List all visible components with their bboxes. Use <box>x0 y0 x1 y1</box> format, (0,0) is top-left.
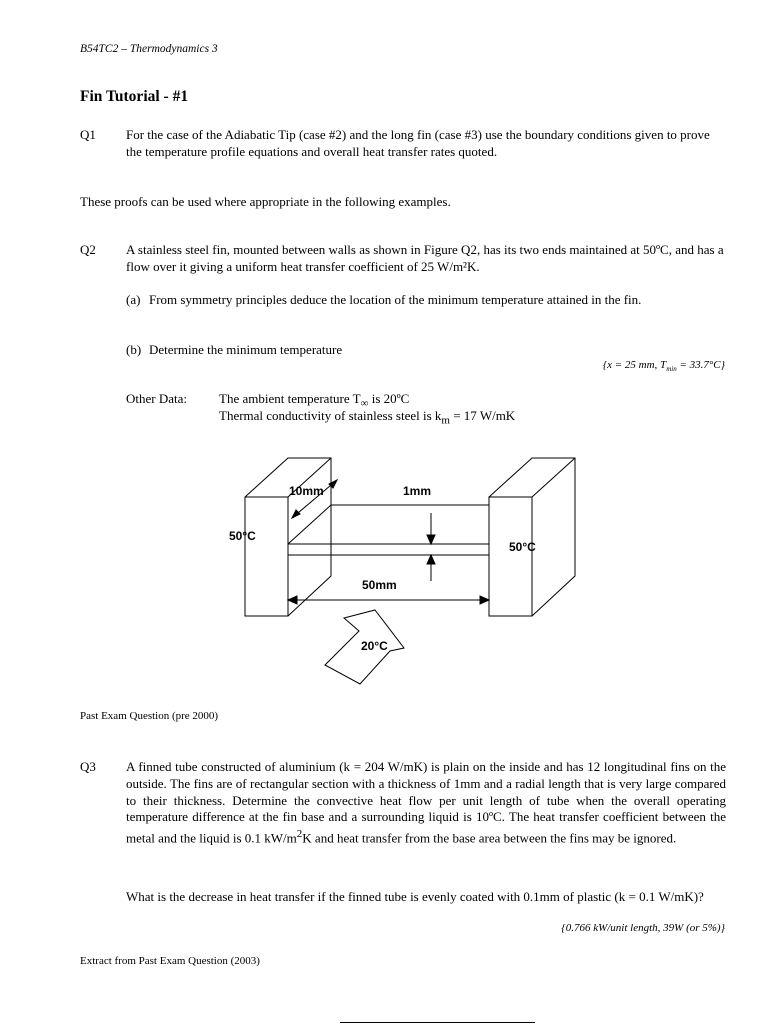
q2a-text: From symmetry principles deduce the location of the minimum temperature attained in the fin. <box>149 292 642 307</box>
label-depth: 10mm <box>289 484 324 498</box>
right-wall <box>489 458 575 616</box>
label-right-temp: 50°C <box>509 540 536 554</box>
other-data-conductivity: Thermal conductivity of stainless steel is $k_m = 17$ W/mK <box>219 408 516 427</box>
intro-text: These proofs can be used where appropriate in the following examples. <box>80 194 451 209</box>
q2b-text: Determine the minimum temperature <box>149 342 343 357</box>
label-flow: 20°C <box>361 639 388 653</box>
figure-q2 <box>0 440 768 700</box>
q2b-label: (b) <box>126 342 142 357</box>
q1-number: Q1 <box>80 127 96 142</box>
label-thickness: 1mm <box>403 484 432 498</box>
other-data-ambient: The ambient temperature $T_\infty$ is 20ºC <box>219 391 410 410</box>
q2-text: A stainless steel fin, mounted between walls as shown in Figure Q2, has its two ends maintained at 50ºC, and has a flow over it giving a uniform heat transfer coefficient of 25 W/m²K. <box>126 242 724 274</box>
q2-source: Past Exam Question (pre 2000) <box>80 710 219 722</box>
other-data-label: Other Data: <box>126 391 188 406</box>
q3-number: Q3 <box>80 759 96 774</box>
q3-followup: What is the decrease in heat transfer if the finned tube is evenly coated with 0.1mm of plastic (k = 0.1 W/mK)? <box>126 889 704 904</box>
q2a-label: (a) <box>126 292 141 307</box>
q1-text: For the case of the Adiabatic Tip (case #2) and the long fin (case #3) use the boundary conditions given to prove the temperature profile equations and overall heat transfer rates quoted. <box>126 127 710 159</box>
length-dimension <box>288 596 489 604</box>
thickness-dimension <box>427 513 435 581</box>
course-header: B54TC2 – Thermodynamics 3 <box>80 43 218 55</box>
q3-source: Extract from Past Exam Question (2003) <box>80 955 260 967</box>
label-length: 50mm <box>362 578 397 592</box>
footer-rule <box>340 1022 535 1023</box>
page-title: Fin Tutorial - #1 <box>80 88 189 105</box>
q3-answer: {0.766 kW/unit length, 39W (or 5%)} <box>561 922 725 934</box>
left-wall <box>245 458 331 616</box>
q2-number: Q2 <box>80 242 96 257</box>
label-left-temp: 50°C <box>229 529 256 543</box>
q2-answer: {x = 25 mm, $T_{min} = 33.7^\circ C$} <box>602 359 725 374</box>
q3-text: A finned tube constructed of aluminium (k = 204 W/mK) is plain on the inside and has 12 longitudinal fins on the outside. The fins are of rectangular section with a thickness of 1mm and a radial length that is very large compared to their thickness. Determine the convective heat flow per unit length of tube when the overall operating temperature difference at the fin base and a surrounding liquid is 10ºC. The heat transfer coefficient between the metal and the liquid is 0.1 $kW/m^2K$ and heat transfer from the base area between the fins may be ignored. <box>126 759 726 846</box>
